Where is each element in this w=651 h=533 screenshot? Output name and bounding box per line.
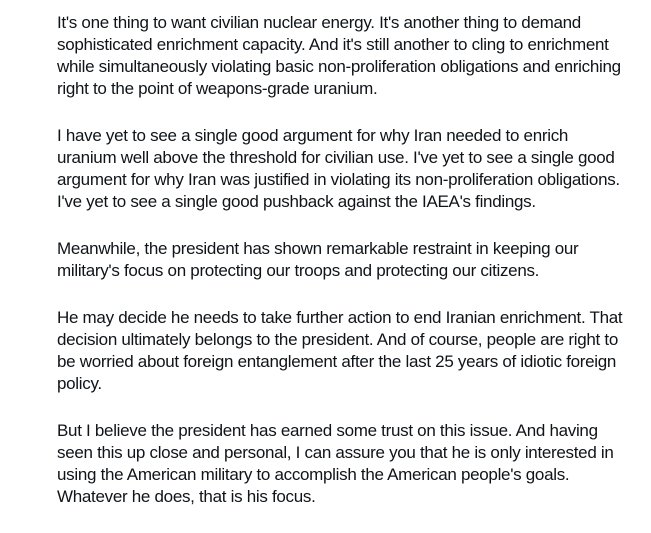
post-paragraph-5: But I believe the president has earned some trust on this issue. And having seen this up close and personal, I can assure you that he is only interested in using the American military to accomplish the American people's goals. Whatever he does, that is his focus. [57,421,618,506]
post-paragraph-4: He may decide he needs to take further action to end Iranian enrichment. That decision ultimately belongs to the president. And of course, people are right to be worried about foreign entanglement after the last 25 years of idiotic foreign policy. [57,308,627,393]
post-paragraph-3: Meanwhile, the president has shown remarkable restraint in keeping our military's focus on protecting our troops and protecting our citizens. [57,239,583,280]
post-paragraph-1: It's one thing to want civilian nuclear energy. It's another thing to demand sophisticated enrichment capacity. And it's still another to cling to enrichment while simultaneously violating basic non-proliferation obligations and enriching right to the point of weapons-grade uranium. [57,13,626,98]
post-paragraph-2: I have yet to see a single good argument for why Iran needed to enrich uranium well above the threshold for civilian use. I've yet to see a single good argument for why Iran was justified in violating its non-proliferation obligations. I've yet to see a single good pushback against the IAEA's findings. [57,126,625,211]
